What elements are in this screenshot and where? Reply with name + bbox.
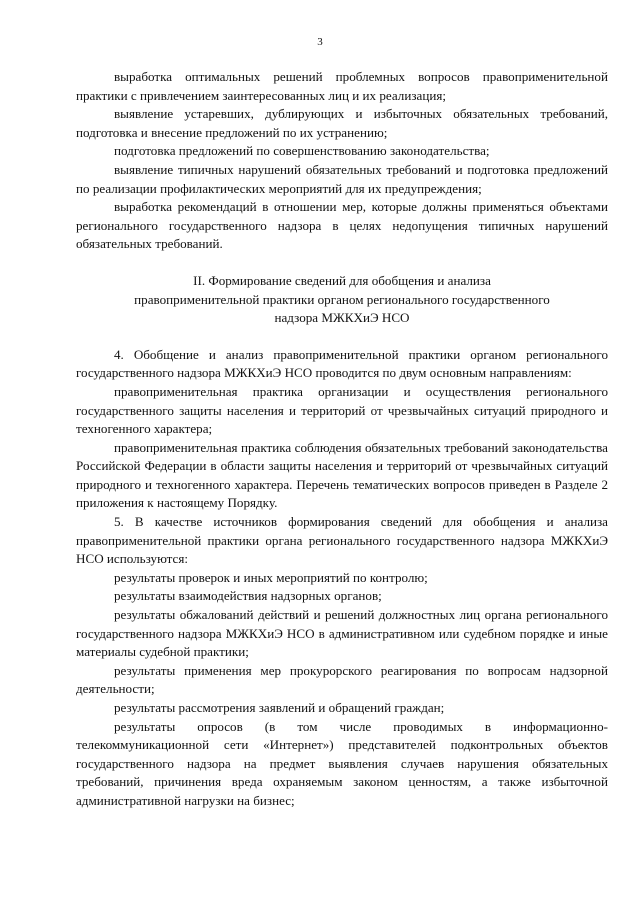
paragraph-item-5: 5. В качестве источников формирования сведений для обобщения и анализа правоприменительной практики органа регионального государственного надзора МЖКХиЭ НСО используются: — [76, 514, 608, 567]
list-item: правоприменительная практика организации и осуществления регионального государственного защиты населения и территорий от чрезвычайных ситуаций природного и техногенного характера; — [76, 383, 608, 437]
page-number: 3 — [317, 36, 323, 48]
paragraph-item-4: 4. Обобщение и анализ правоприменительной практики органом регионального государственного надзора МЖКХиЭ НСО проводится по двум основным направлениям: — [76, 346, 608, 381]
list-item: выработка оптимальных решений проблемных вопросов правоприменительной практики с привлечением заинтересованных лиц и их реализация; — [76, 69, 608, 103]
list-item: выработка рекомендаций в отношении мер, которые должны применяться объектами регионального государственного надзора в целях недопущения типичных нарушений обязательных требований. — [76, 199, 608, 252]
list-item: правоприменительная практика соблюдения обязательных требований законодательства Российской Федерации в области защиты населения и территорий от чрезвычайных ситуаций природного и техногенного характера. Перечень тематических вопросов приведен в Разделе 2 приложения к настоящему Порядку. — [76, 439, 608, 511]
list-item: подготовка предложений по совершенствованию законодательства; — [114, 143, 490, 159]
list-item: выявление устаревших, дублирующих и избыточных обязательных требований, подготовка и внесение предложений по их устранению; — [76, 106, 608, 140]
list-item: выявление типичных нарушений обязательных требований и подготовка предложений по реализации профилактических мероприятий для их предупреждения; — [76, 161, 608, 196]
list-item: результаты взаимодействия надзорных органов; — [114, 588, 382, 604]
list-item: результаты применения мер прокурорского реагирования по вопросам надзорной деятельности; — [76, 662, 608, 697]
list-item: результаты опросов (в том числе проводимых в информационно-телекоммуникационной сети «Интернет») представителей подконтрольных объектов государственного надзора на предмет выявления случаев нарушения обязательных требований, причинения вреда охраняемым законом ценностям, а также избыточной административной нагрузки на бизнес; — [76, 718, 608, 808]
section-heading-line: II. Формирование сведений для обобщения и анализа — [193, 272, 491, 288]
list-item: результаты проверок и иных мероприятий по контролю; — [114, 569, 428, 585]
list-item: результаты обжалований действий и решений должностных лиц органа регионального государственного надзора МЖКХиЭ НСО в административном или судебном порядке и иные материалы судебной практики; — [76, 607, 608, 660]
list-item: результаты рассмотрения заявлений и обращений граждан; — [114, 700, 445, 715]
document-body — [76, 68, 608, 811]
section-heading-line: надзора МЖКХиЭ НСО — [274, 310, 410, 326]
section-heading-line: правоприменительной практики органом регионального государственного — [134, 291, 550, 307]
